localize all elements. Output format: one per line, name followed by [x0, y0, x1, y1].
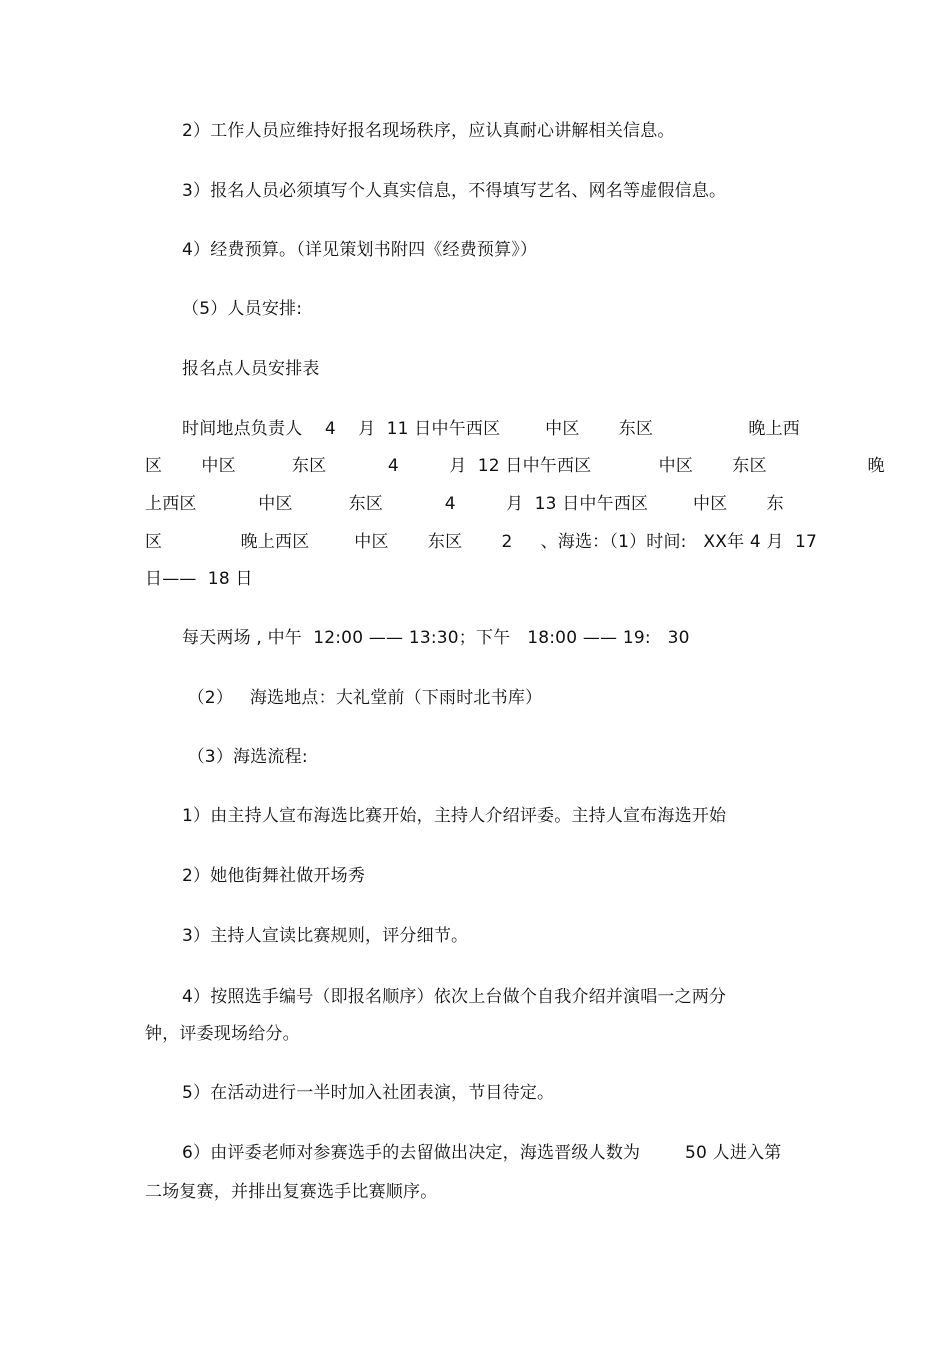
- text-line: 时间地点负责人 4 月 11 日中午西区 中区 东区 晚上西: [182, 419, 801, 439]
- text-line: 区 中区 东区 4 月 12 日中午西区 中区 东区 晚: [145, 456, 885, 476]
- text-line: （2） 海选地点：大礼堂前（下雨时北书库）: [182, 688, 543, 708]
- text-line: 3）报名人员必须填写个人真实信息，不得填写艺名、网名等虚假信息。: [182, 181, 727, 201]
- text-line: 4）经费预算。（详见策划书附四《经费预算》）: [182, 240, 538, 260]
- text-line: 5）在活动进行一半时加入社团表演，节目待定。: [182, 1083, 555, 1103]
- text-line: 3）主持人宣读比赛规则，评分细节。: [182, 926, 469, 946]
- text-line: 2）工作人员应维持好报名现场秩序，应认真耐心讲解相关信息。: [182, 121, 675, 141]
- text-line: 日—— 18 日: [145, 569, 253, 589]
- text-line: （5）人员安排:: [182, 299, 303, 319]
- text-line: 钟，评委现场给分。: [145, 1024, 300, 1044]
- text-line: （3）海选流程:: [182, 747, 308, 767]
- text-line: 4）按照选手编号（即报名顺序）依次上台做个自我介绍并演唱一之两分: [182, 987, 727, 1007]
- text-line: 每天两场 , 中午 12:00 —— 13:30；下午 18:00 —— 19: 30: [182, 628, 690, 648]
- text-line: 6）由评委老师对参赛选手的去留做出决定，海选晋级人数为 50 人进入第: [182, 1143, 782, 1163]
- text-line: 1）由主持人宣布海选比赛开始，主持人介绍评委。主持人宣布海选开始: [182, 806, 727, 826]
- text-line: 报名点人员安排表: [182, 359, 320, 379]
- text-line: 上西区 中区 东区 4 月 13 日中午西区 中区 东: [145, 494, 784, 514]
- text-line: 二场复赛，并排出复赛选手比赛顺序。: [145, 1182, 438, 1202]
- text-line: 区 晚上西区 中区 东区 2 、海选：（1）时间: XX年 4 月 17: [145, 532, 817, 552]
- text-line: 2）她他街舞社做开场秀: [182, 866, 366, 886]
